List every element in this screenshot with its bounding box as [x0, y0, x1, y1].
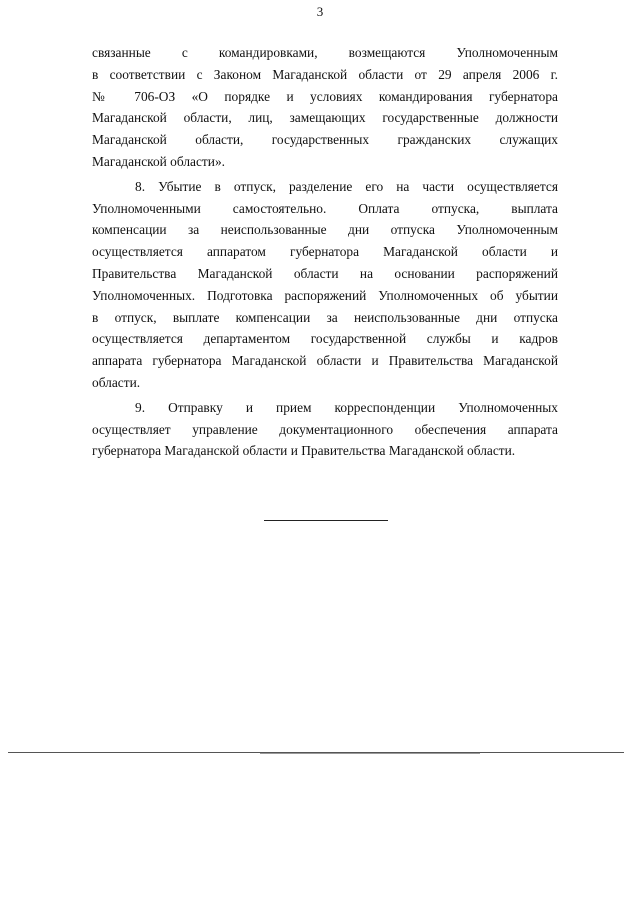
- text-line: губернатора Магаданской области и Правительства Магаданской области.: [92, 443, 516, 459]
- text-line: области.: [92, 374, 141, 390]
- text-line: осуществляется аппаратом губернатора Магаданской области и: [92, 244, 558, 260]
- text-line: компенсации за неиспользованные дни отпуска Уполномоченным: [92, 222, 558, 238]
- text-line: Уполномоченных. Подготовка распоряжений Уполномоченных об убытии: [92, 287, 558, 303]
- paragraph-9-correspondence: [92, 397, 558, 462]
- text-line: Правительства Магаданской области на основании распоряжений: [92, 265, 558, 281]
- text-line: Уполномоченными самостоятельно. Оплата отпуска, выплата: [92, 200, 558, 216]
- text-line: в отпуск, выплате компенсации за неиспользованные дни отпуска: [92, 309, 558, 325]
- page-number: 3: [316, 4, 324, 19]
- text-line: Магаданской области, государственных гражданских служащих: [92, 132, 558, 148]
- paragraph-travel-expenses: [92, 42, 558, 173]
- end-of-text-rule: [264, 520, 388, 521]
- paragraph-8-vacation: [92, 176, 558, 394]
- text-line: аппарата губернатора Магаданской области и Правительства Магаданской: [92, 353, 558, 369]
- text-line: № 706-ОЗ «О порядке и условиях командирования губернатора: [92, 88, 558, 104]
- scan-edge-line-faint: [260, 753, 480, 754]
- text-line: 8. Убытие в отпуск, разделение его на части осуществляется: [135, 178, 558, 194]
- text-line: связанные с командировками, возмещаются Уполномоченным: [92, 45, 558, 60]
- text-line: Магаданской области, лиц, замещающих государственные должности: [92, 110, 558, 126]
- text-line: Магаданской области».: [92, 153, 225, 169]
- text-line: в соответствии с Законом Магаданской области от 29 апреля 2006 г.: [92, 66, 558, 82]
- text-line: осуществляется департаментом государственной службы и кадров: [92, 331, 558, 347]
- document-body: [92, 42, 558, 462]
- text-line: 9. Отправку и прием корреспонденции Уполномоченных: [135, 399, 558, 415]
- text-line: осуществляет управление документационного обеспечения аппарата: [92, 421, 558, 437]
